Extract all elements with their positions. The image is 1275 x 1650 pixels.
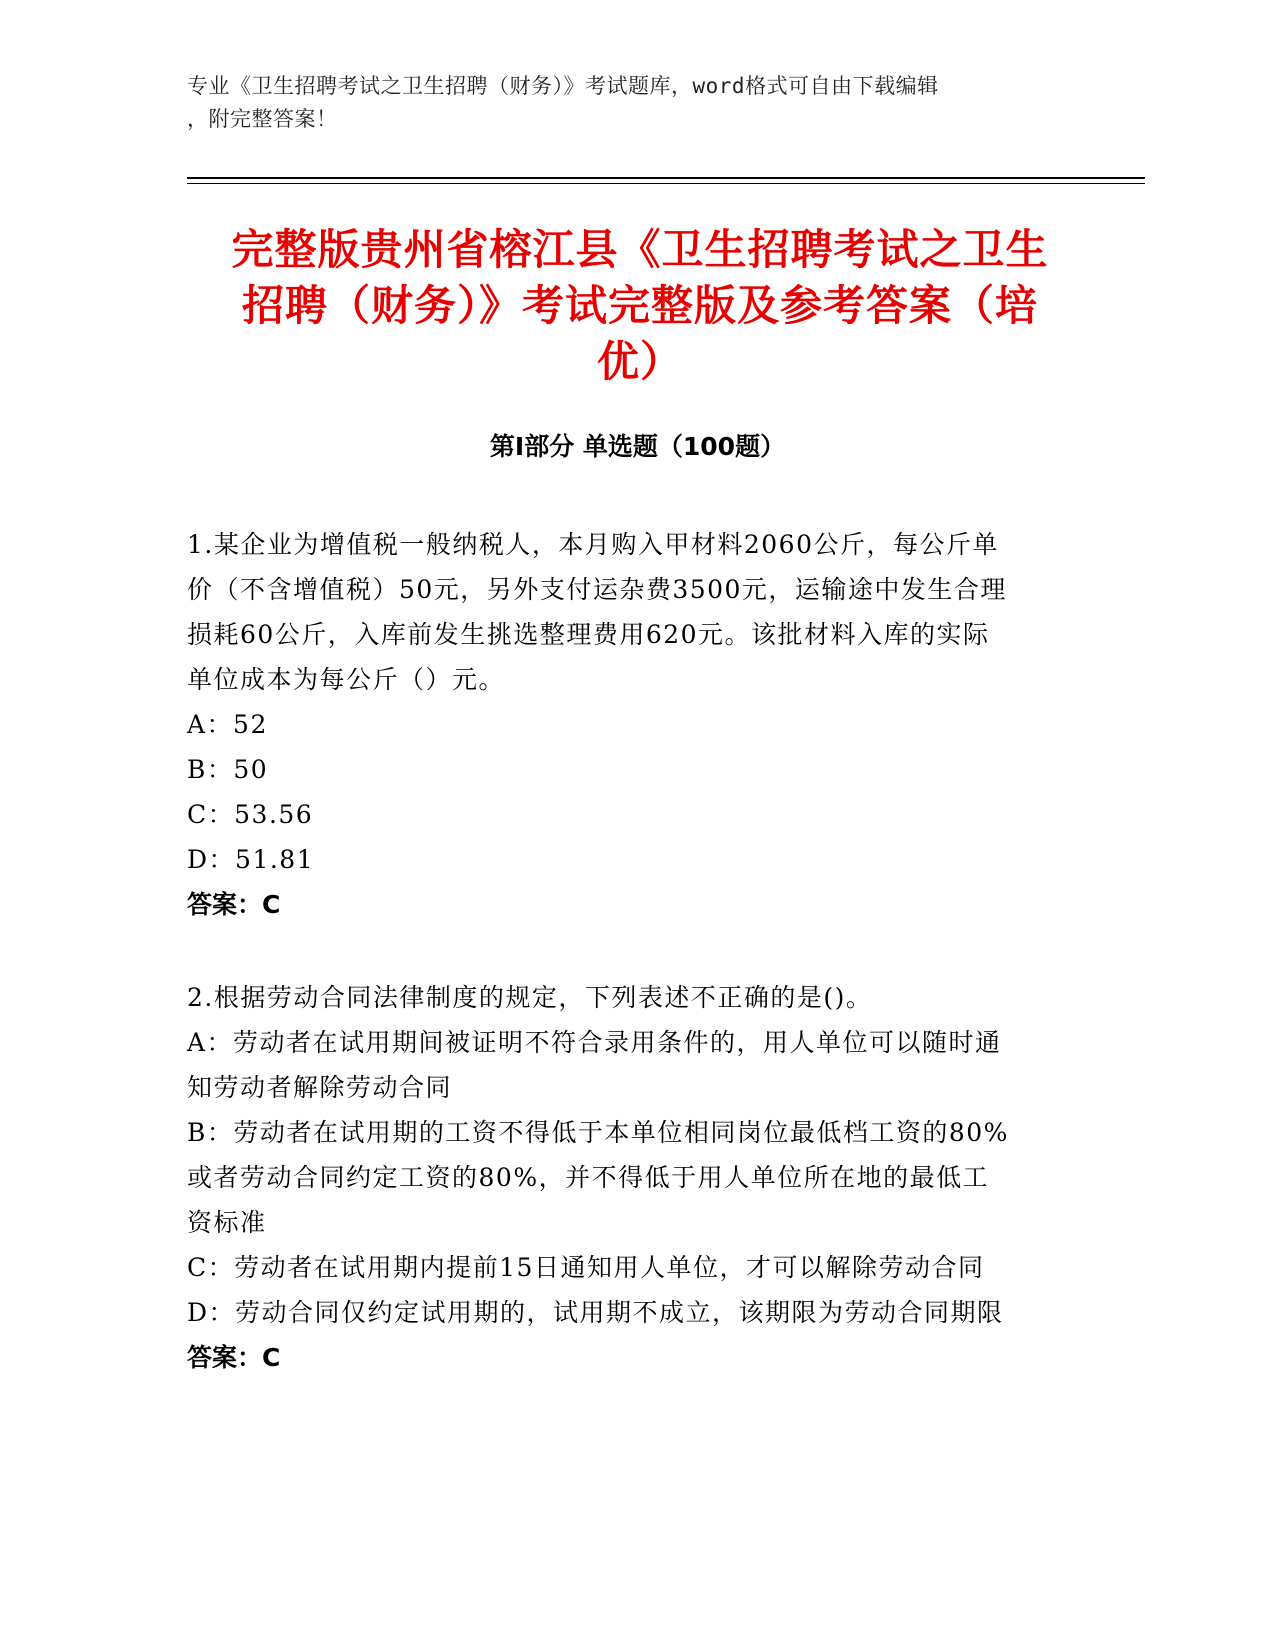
option-b-continued: 或者劳动合同约定工资的80%，并不得低于用人单位所在地的最低工 bbox=[187, 1163, 990, 1192]
option-b: B：劳动者在试用期的工资不得低于本单位相同岗位最低档工资的80% bbox=[187, 1118, 1009, 1147]
question-list bbox=[187, 522, 1087, 1428]
option-c: C：劳动者在试用期内提前15日通知用人单位，才可以解除劳动合同 bbox=[187, 1253, 985, 1282]
header-note bbox=[187, 70, 1067, 136]
option-c: C：53.56 bbox=[187, 800, 314, 829]
document-title bbox=[190, 222, 1090, 390]
option-a: A：52 bbox=[187, 710, 268, 739]
question-stem-line: 价（不含增值税）50元，另外支付运杂费3500元，运输途中发生合理 bbox=[187, 575, 1007, 604]
answer-line: 答案：C bbox=[187, 890, 281, 919]
option-d: D：劳动合同仅约定试用期的，试用期不成立，该期限为劳动合同期限 bbox=[187, 1298, 1004, 1327]
question-stem-line: 1.某企业为增值税一般纳税人，本月购入甲材料2060公斤，每公斤单 bbox=[187, 530, 999, 559]
question-stem-line: 损耗60公斤，入库前发生挑选整理费用620元。该批材料入库的实际 bbox=[187, 620, 990, 649]
header-divider-thin bbox=[187, 183, 1145, 184]
option-a-continued: 知劳动者解除劳动合同 bbox=[187, 1073, 453, 1102]
question-1 bbox=[187, 522, 1087, 927]
title-line-2: 招聘（财务）》考试完整版及参考答案（培 bbox=[241, 281, 1038, 330]
answer-line: 答案：C bbox=[187, 1343, 281, 1372]
option-a: A：劳动者在试用期间被证明不符合录用条件的，用人单位可以随时通 bbox=[187, 1028, 1002, 1057]
question-stem-line: 2.根据劳动合同法律制度的规定，下列表述不正确的是()。 bbox=[187, 983, 873, 1012]
option-b-continued: 资标准 bbox=[187, 1208, 267, 1237]
option-d: D：51.81 bbox=[187, 845, 315, 874]
question-2 bbox=[187, 975, 1087, 1380]
header-note-line-2: ，附完整答案！ bbox=[187, 107, 338, 131]
header-note-line-1: 专业《卫生招聘考试之卫生招聘（财务）》考试题库，word格式可自由下载编辑 bbox=[187, 74, 939, 98]
option-b: B：50 bbox=[187, 755, 269, 784]
title-line-1: 完整版贵州省榕江县《卫生招聘考试之卫生 bbox=[231, 225, 1049, 274]
title-line-3: 优） bbox=[596, 337, 683, 386]
header-divider-thick bbox=[187, 177, 1145, 179]
section-heading: 第Ⅰ部分 单选题（100题） bbox=[489, 432, 786, 461]
question-stem-line: 单位成本为每公斤（）元。 bbox=[187, 665, 506, 694]
